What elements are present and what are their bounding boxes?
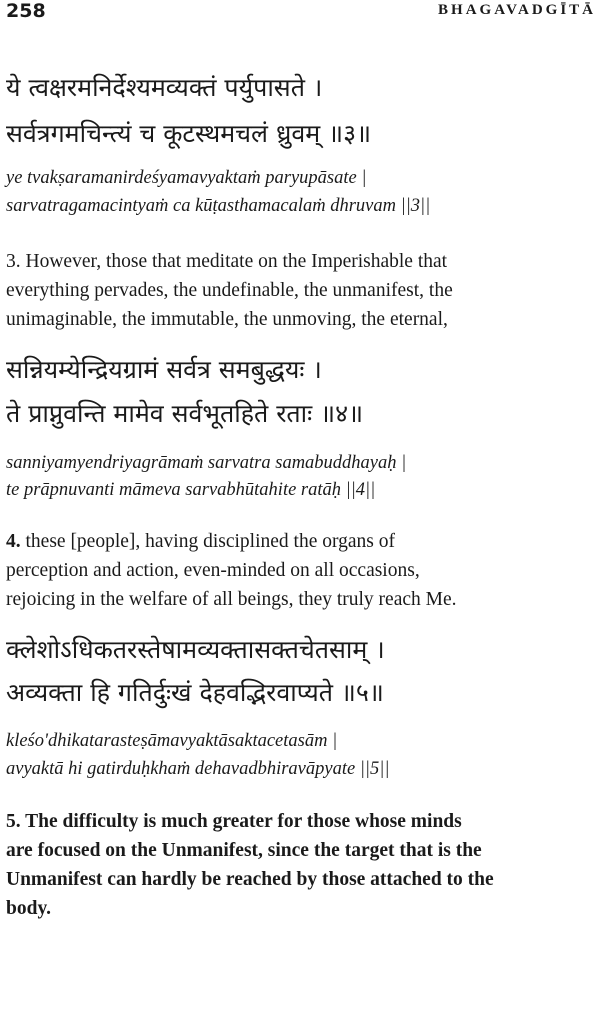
transliteration-line: avyaktā hi gatirduḥkhaṁ dehavadbhiravāpyate ||5|| (6, 759, 390, 779)
translation-line: Unmanifest can hardly be reached by those attached to the (6, 869, 494, 890)
translation-text: However, those that meditate on the Imperishable that (20, 251, 448, 272)
running-title: BHAGAVADGĪTĀ (438, 2, 596, 18)
transliteration-line: sanniyamyendriyagrāmaṁ sarvatra samabuddhayaḥ | (6, 453, 407, 473)
transliteration-line: kleśo'dhikatarasteṣāmavyaktāsaktacetasām | (6, 731, 338, 751)
verse-number: 3. (6, 251, 21, 272)
sanskrit-line: ये त्वक्षरमनिर्देश्यमव्यक्तं पर्युपासते । (6, 73, 323, 102)
translation-line: everything pervades, the undefinable, the unmanifest, the (6, 280, 453, 301)
transliteration-line: ye tvakṣaramanirdeśyamavyaktaṁ paryupāsate | (6, 168, 367, 188)
sanskrit-line: क्लेशोऽधिकतरस्तेषामव्यक्तासक्तचेतसाम् । (6, 635, 385, 664)
translation-text: these [people], having disciplined the organs of (20, 531, 396, 552)
translation-line: unimaginable, the immutable, the unmoving, the eternal, (6, 309, 448, 330)
verse-number: 4. (6, 531, 21, 552)
page-number: 258 (6, 0, 46, 22)
translation-line: rejoicing in the welfare of all beings, they truly reach Me. (6, 589, 457, 610)
translation-text: The difficulty is much greater for those whose minds (20, 811, 462, 832)
translation-line: are focused on the Unmanifest, since the target that is the (6, 840, 482, 861)
transliteration-line: sarvatragamacintyaṁ ca kūṭasthamacalaṁ dhruvam ||3|| (6, 196, 431, 216)
verse-number: 5. (6, 811, 21, 832)
translation-line (6, 531, 395, 553)
transliteration-line: te prāpnuvanti māmeva sarvabhūtahite ratāḥ ||4|| (6, 480, 376, 500)
translation-line (6, 251, 447, 273)
sanskrit-line: ते प्राप्नुवन्ति मामेव सर्वभूतहिते रताः ॥४॥ (6, 399, 364, 428)
sanskrit-line: सर्वत्रगमचिन्त्यं च कूटस्थमचलं ध्रुवम् ॥३॥ (6, 119, 372, 148)
sanskrit-line: सन्नियम्येन्द्रियग्रामं सर्वत्र समबुद्धयः । (6, 355, 322, 384)
translation-line (6, 811, 462, 833)
translation-line: body. (6, 898, 51, 919)
sanskrit-line: अव्यक्ता हि गतिर्दुःखं देहवद्भिरवाप्यते ॥५॥ (6, 678, 384, 707)
translation-line: perception and action, even-minded on all occasions, (6, 560, 420, 581)
